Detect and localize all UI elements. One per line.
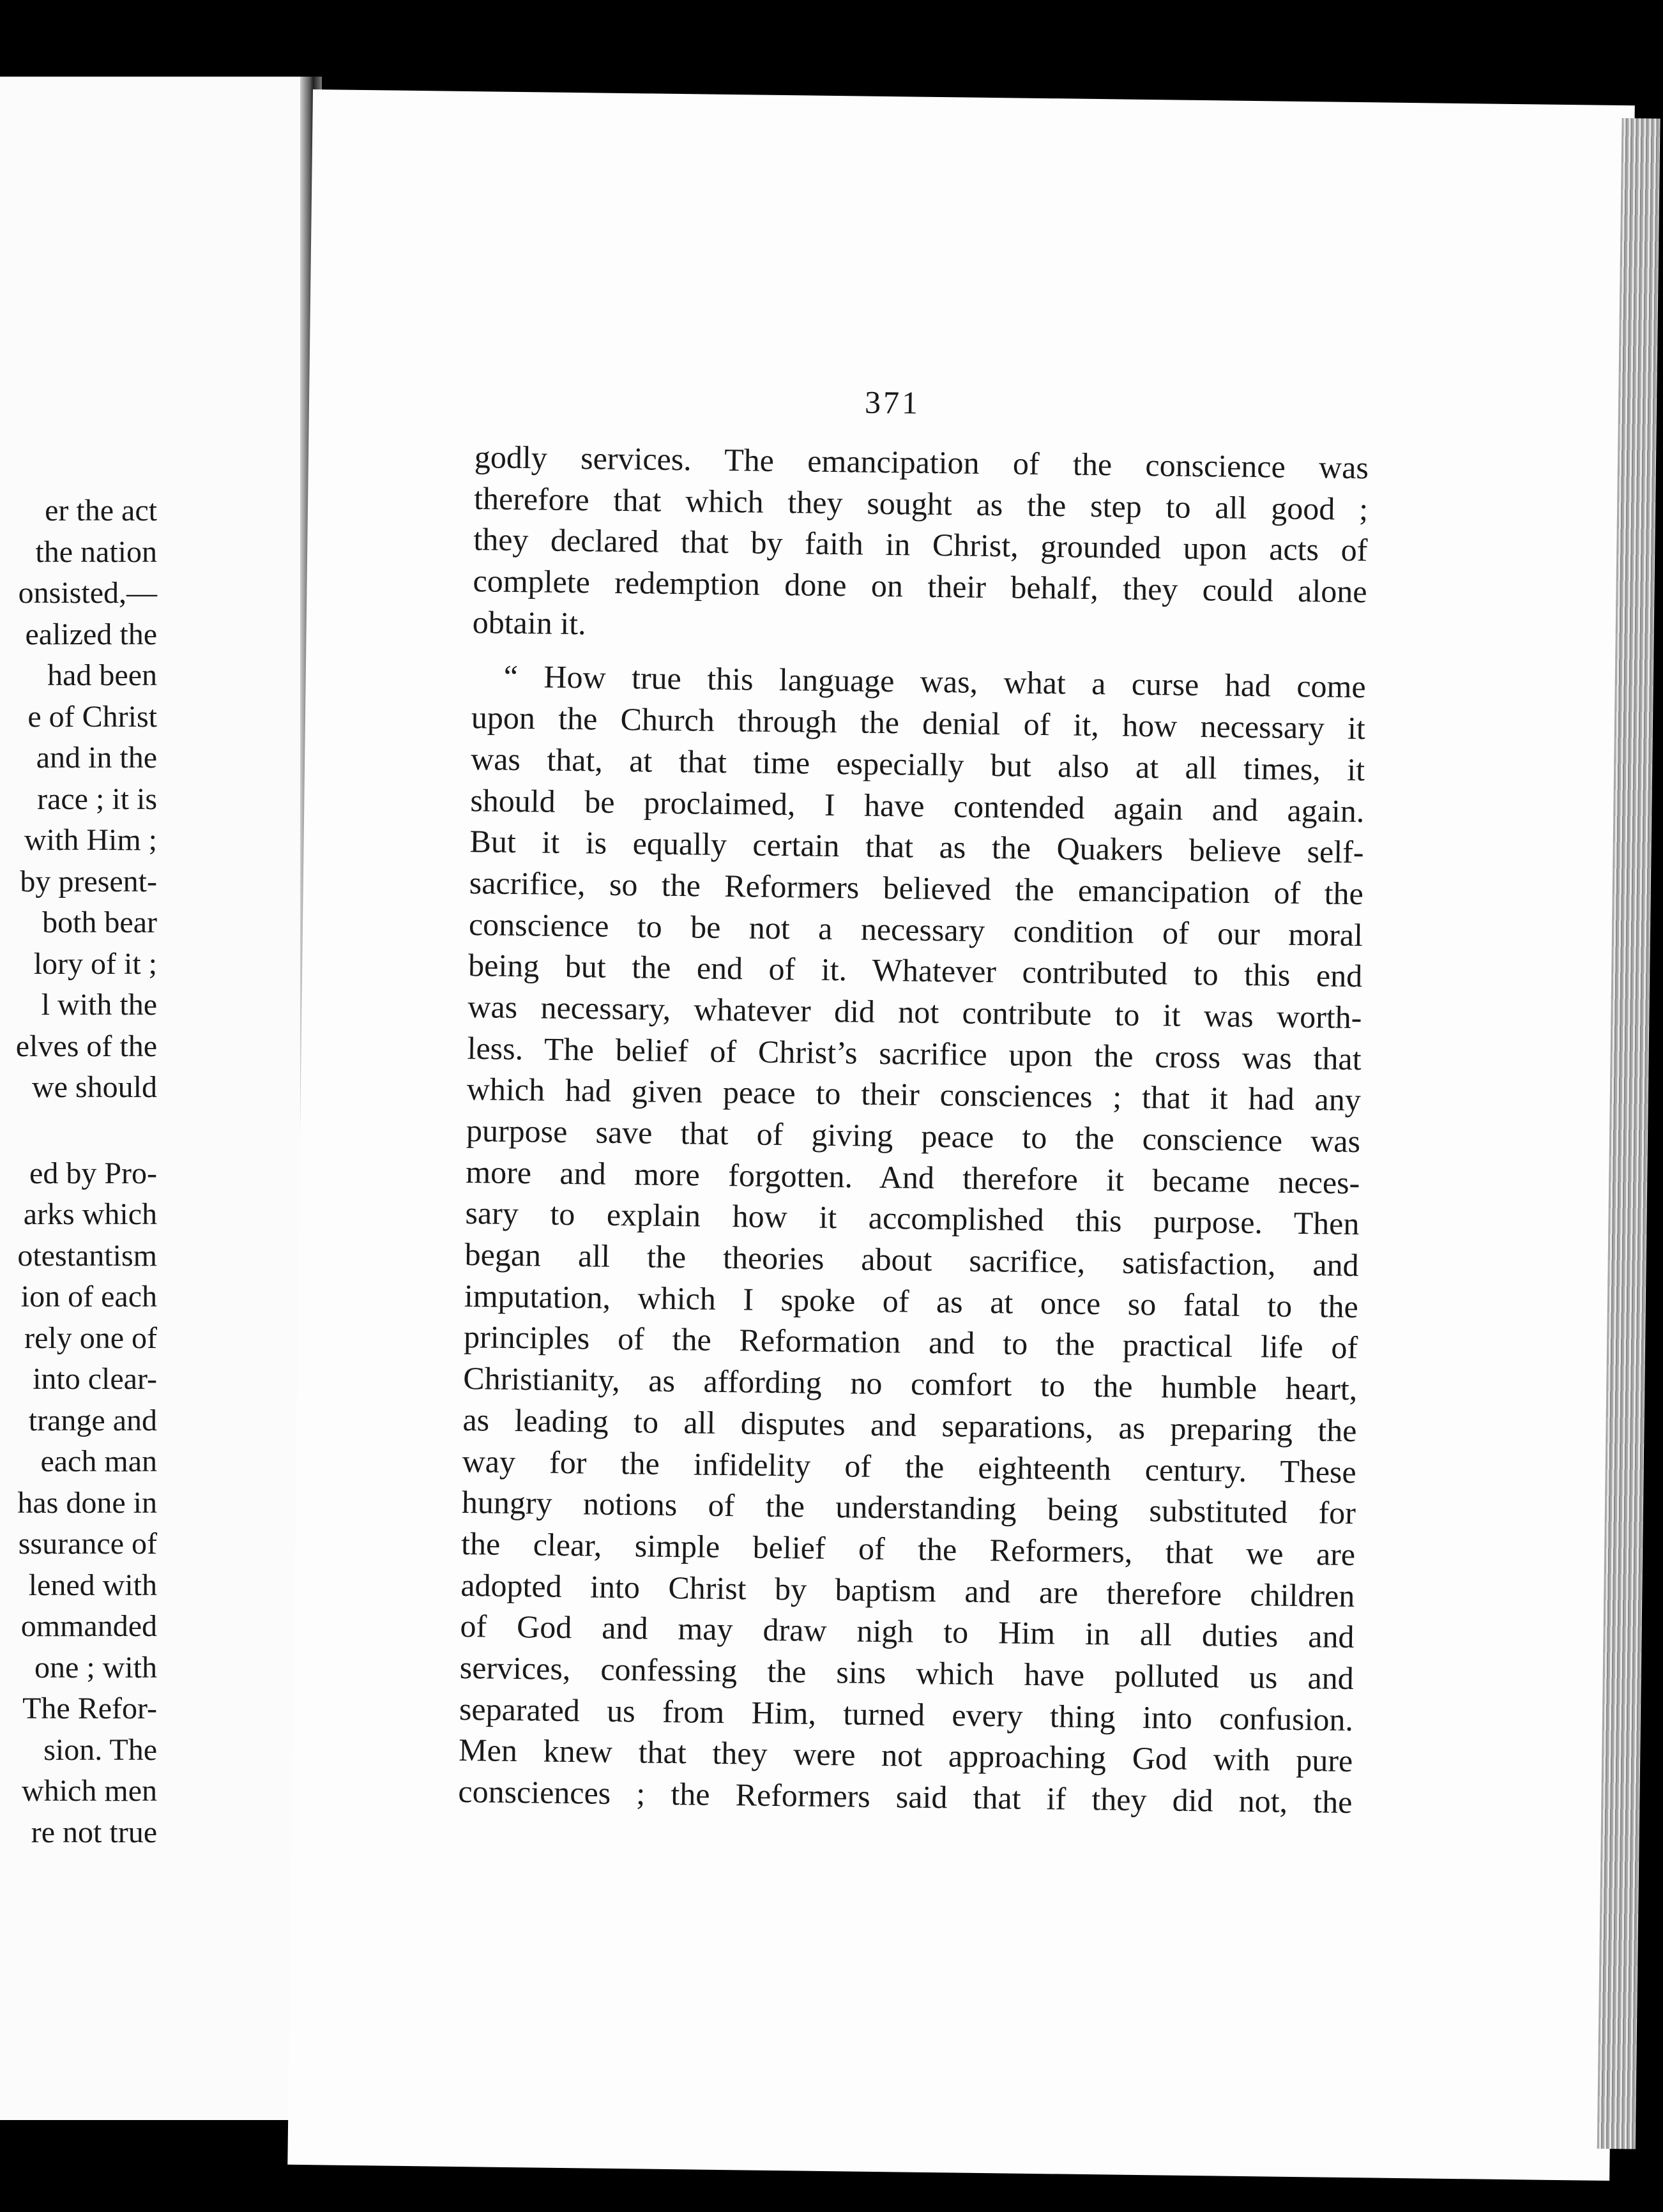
left-line: lened with — [28, 1568, 157, 1602]
text-line: was necessary, whatever did not contribute to it was worth- — [467, 989, 1362, 1036]
text-line: upon the Church through the denial of it, how necessary it — [471, 699, 1366, 746]
text-line: obtain it. — [472, 603, 586, 642]
text-line: consciences ; the Reformers said that if they did not, the — [458, 1773, 1353, 1821]
left-line: trange and — [28, 1403, 157, 1437]
text-line: Men knew that they were not approaching God with pure — [458, 1732, 1353, 1779]
left-line: rely one of — [24, 1321, 157, 1355]
left-line: elves of the — [15, 1029, 157, 1063]
text-line: was that, at that time especially but also at all times, it — [470, 740, 1365, 788]
text-line: more and more forgotten. And therefore it became neces- — [465, 1153, 1360, 1201]
left-line: The Refor- — [22, 1692, 157, 1725]
left-line: sion. The — [43, 1732, 157, 1767]
text-line: should be proclaimed, I have contended again and again. — [470, 782, 1365, 829]
text-line: sary to explain how it accomplished this purpose. Then — [465, 1195, 1360, 1242]
text-line: godly services. The emancipation of the conscience was — [474, 439, 1369, 486]
text-line: principles of the Reformation and to the practical life of — [463, 1319, 1358, 1366]
text-line: services, confessing the sins which have polluted us and — [459, 1649, 1355, 1697]
text-line: being but the end of it. Whatever contributed to this end — [467, 947, 1363, 994]
left-line: ion of each — [20, 1280, 157, 1314]
text-line: sacrifice, so the Reformers believed the emancipation of the — [469, 864, 1364, 912]
left-line: one ; with — [34, 1650, 157, 1685]
text-line: less. The belief of Christ’s sacrifice upon the cross was that — [467, 1029, 1362, 1077]
body-text — [458, 436, 1369, 1823]
text-line: Christianity, as affording no comfort to the humble heart, — [463, 1360, 1358, 1407]
text-line: “ How true this language was, what a curse had come — [503, 658, 1367, 705]
text-line: as leading to all disputes and separations, as preparing the — [462, 1401, 1357, 1448]
page-edge — [1597, 118, 1660, 2149]
left-line: ommanded — [20, 1609, 157, 1643]
left-line: into clear- — [33, 1362, 157, 1396]
text-line: therefore that which they sought as the step to all good ; — [473, 480, 1369, 527]
text-line: way for the infidelity of the eighteenth century. These — [462, 1443, 1357, 1490]
left-line: ed by Pro- — [29, 1156, 157, 1190]
text-line: complete redemption done on their behalf, they could alone — [473, 563, 1367, 610]
left-line: by present- — [20, 864, 157, 898]
left-line: both bear — [42, 905, 157, 939]
left-line: the nation — [35, 534, 157, 569]
right-page — [287, 89, 1635, 2181]
left-line: race ; it is — [37, 782, 157, 816]
left-line: we should — [32, 1070, 157, 1104]
text-line: the clear, simple belief of the Reformers, that we are — [460, 1525, 1356, 1572]
left-line: has done in — [17, 1485, 157, 1520]
left-line: had been — [47, 658, 157, 692]
text-line: they declared that by faith in Christ, grounded upon acts of — [473, 521, 1368, 568]
left-line: re not true — [31, 1815, 157, 1849]
left-line: otestantism — [17, 1238, 157, 1273]
text-line: separated us from Him, turned every thing into confusion. — [459, 1690, 1354, 1738]
left-page — [0, 77, 312, 2120]
page-number: 371 — [864, 384, 921, 421]
left-line: arks which — [23, 1197, 157, 1231]
left-line: ssurance of — [18, 1527, 157, 1561]
left-line: with Him ; — [24, 823, 157, 857]
text-line: began all the theories about sacrifice, satisfaction, and — [464, 1236, 1359, 1284]
text-line: purpose save that of giving peace to the conscience was — [466, 1112, 1361, 1160]
text-line: adopted into Christ by baptism and are therefore children — [460, 1566, 1355, 1614]
left-line: which men — [22, 1774, 157, 1808]
left-line: er the act — [45, 494, 157, 527]
left-page-text — [16, 490, 157, 1853]
left-line: l with the — [41, 988, 157, 1022]
left-line: lory of it ; — [33, 946, 157, 981]
text-line: imputation, which I spoke of as at once so fatal to the — [464, 1277, 1359, 1324]
text-line: conscience to be not a necessary condition of our moral — [468, 905, 1363, 953]
text-line: hungry notions of the understanding being substituted for — [461, 1484, 1356, 1531]
left-line: e of Christ — [27, 699, 157, 734]
text-line: which had given peace to their consciences ; that it had any — [466, 1071, 1362, 1118]
left-line: onsisted,— — [18, 576, 157, 610]
text-line: But it is equally certain that as the Quakers believe self- — [469, 823, 1364, 870]
text-line: of God and may draw nigh to Him in all duties and — [460, 1608, 1355, 1655]
left-line: and in the — [36, 741, 157, 775]
left-line: ealized the — [25, 617, 157, 651]
left-line: each man — [40, 1444, 157, 1478]
